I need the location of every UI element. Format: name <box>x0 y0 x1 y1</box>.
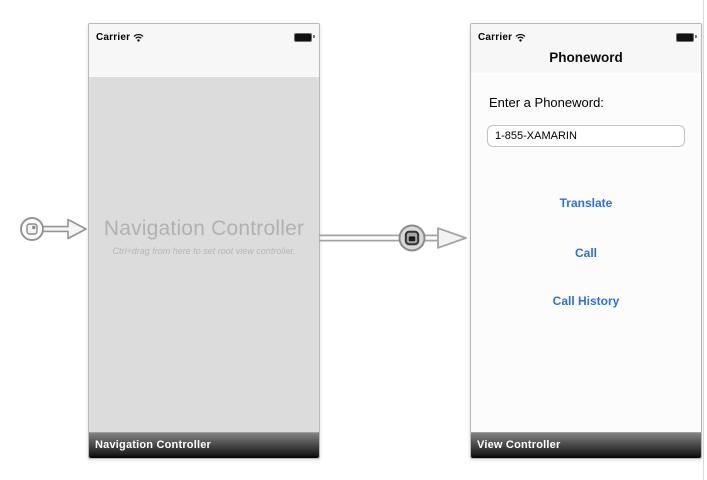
navigation-controller-placeholder-title: Navigation Controller <box>103 217 305 240</box>
scene-dock-view-controller[interactable] <box>471 432 701 458</box>
entry-point-arrow-icon[interactable] <box>16 213 90 245</box>
nav-bar <box>471 24 701 74</box>
root-view-controller-hint: Ctrl+drag from here to set root view controller. <box>112 246 296 256</box>
battery-icon <box>676 33 694 42</box>
status-bar <box>471 24 701 45</box>
carrier-label: Carrier <box>96 31 131 43</box>
status-bar <box>89 24 319 45</box>
view-controller-scene[interactable] <box>470 23 702 459</box>
enter-phoneword-label: Enter a Phoneword: <box>489 95 604 110</box>
translate-button[interactable]: Translate <box>559 196 613 210</box>
window-edge <box>703 0 704 480</box>
scene-dock-navigation-controller[interactable] <box>89 432 319 458</box>
navigation-controller-scene[interactable] <box>88 23 320 459</box>
wifi-icon <box>133 33 144 42</box>
phoneword-input[interactable] <box>487 125 685 147</box>
root-view-controller-segue[interactable] <box>319 221 469 255</box>
nav-bar <box>89 24 319 78</box>
carrier-label: Carrier <box>478 31 513 43</box>
nav-bar-title: Phoneword <box>549 50 623 65</box>
battery-icon <box>294 33 312 42</box>
call-history-button[interactable]: Call History <box>552 294 620 308</box>
scene-dock-label: View Controller <box>477 439 561 451</box>
call-button[interactable]: Call <box>574 246 597 260</box>
scene-dock-label: Navigation Controller <box>95 439 212 451</box>
wifi-icon <box>515 33 526 42</box>
view-controller-content[interactable] <box>471 73 701 432</box>
navigation-controller-content[interactable] <box>89 77 319 432</box>
